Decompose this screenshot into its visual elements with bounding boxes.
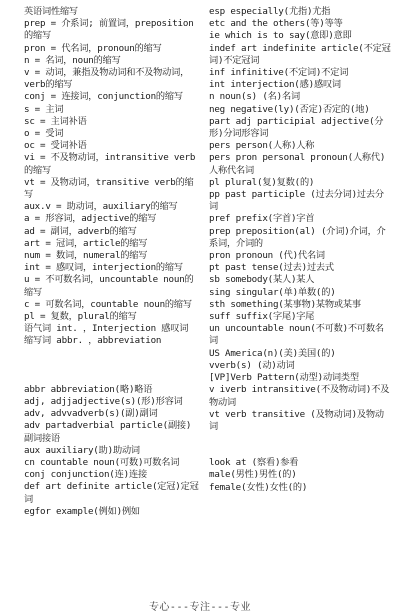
abbreviation-entry: neg negative(ly)(否定)否定的(地) [209,103,370,115]
abbreviation-entry: def art definite article(定冠)定冠词 [24,481,199,505]
abbreviation-entry: US America(n)(美)美国(的) [209,347,336,359]
abbreviation-entry: s = 主词 [24,103,64,115]
abbreviation-entry: male(男性)男性(的) [209,469,297,481]
abbreviation-entry: [VP]Verb Pattern(动型)动词类型 [209,372,359,384]
abbreviation-entry: adv partadverbial particle(副接)副词接语 [24,420,192,444]
abbreviation-entry: art = 冠词，article的缩写 [24,237,148,249]
abbreviation-entry: oc = 受词补语 [24,140,87,152]
abbreviation-entry: aux.v = 助动词，auxiliary的缩写 [24,201,178,213]
right-column-top [209,6,392,433]
abbreviation-entry: v = 动词，兼指及物动词和不及物动词，verb的缩写 [24,67,190,91]
abbreviation-entry: n = 名词，noun的缩写 [24,54,121,66]
abbreviation-entry: pp past participle (过去分词)过去分词 [209,189,384,213]
abbreviation-entry: u = 不可数名词，uncountable noun的缩写 [24,274,194,298]
abbreviation-entry: 英语词性缩写 [24,6,78,17]
abbreviation-entry: conj conjunction(连)连接 [24,469,147,481]
abbreviation-entry: c = 可数名词，countable noun的缩写 [24,298,192,310]
abbreviation-entry: indef art indefinite article(不定冠词)不定冠词 [209,42,391,66]
abbreviation-entry: v iverb intransitive(不及物动词)不及物动词 [209,384,390,408]
abbreviation-entry: part adj participial adjective(分形)分词形容词 [209,115,384,140]
abbreviation-entry: sing singular(单)单数(的) [209,286,336,298]
abbreviation-entry: conj = 连接词，conjunction的缩写 [24,91,183,103]
abbreviation-entry: adv, advvadverb(s)(副)副词 [24,408,158,420]
right-column [209,6,392,518]
abbreviation-entry: pref prefix(字首)字首 [209,213,315,225]
abbreviation-entry: abbr abbreviation(略)略语 [24,383,153,395]
left-column [24,6,199,518]
abbreviation-entry: pers person(人称)人称 [209,140,315,152]
abbreviation-entry: pers pron personal pronoun(人称代)人称代名词 [209,152,386,176]
abbreviation-entry: vt = 及物动词，transitive verb的缩写 [24,176,194,201]
abbreviation-entry: a = 形容词，adjective的缩写 [24,213,157,225]
abbreviation-entry: pron = 代名词，pronoun的缩写 [24,42,162,54]
right-column-bottom [209,457,392,494]
abbreviation-entry: etc and the others(等)等等 [209,18,343,30]
abbreviation-entry: n noun(s) (名)名词 [209,91,300,103]
abbreviation-entry: inf infinitive(不定词)不定词 [209,67,349,79]
abbreviation-entry: egfor example(例如)例如 [24,505,140,517]
page-footer: 专心---专注---专业 [148,602,252,613]
abbreviation-entry: esp especially(尤指)尤指 [209,6,331,17]
abbreviation-entry: look at (察看)参看 [209,457,299,469]
abbreviation-entry: suff suffix(字尾)字尾 [209,311,315,323]
abbreviation-entry: ad = 副词，adverb的缩写 [24,225,137,237]
left-column-top [24,6,199,348]
abbreviation-entry: vt verb transitive (及物动词)及物动词 [209,408,384,432]
abbreviation-entry: o = 受词 [24,128,64,140]
abbreviation-entry: un uncountable noun(不可数)不可数名词 [209,323,384,347]
left-column-bottom [24,384,199,518]
abbreviation-entry: pl = 复数，plural的缩写 [24,311,137,323]
section-gap [209,433,392,457]
abbreviation-entry: adj, adjjadjective(s)(形)形容词 [24,395,183,407]
abbreviation-entry: sb somebody(某人)某人 [209,274,315,286]
abbreviation-entry: int = 感叹词，interjection的缩写 [24,262,183,274]
abbreviation-entry: pl plural(复)复数(的) [209,176,315,188]
abbreviation-entry: cn countable noun(可数)可数名词 [24,456,180,468]
abbreviation-entry: 语气词 int. ，Interjection 感叹词 [24,323,189,335]
two-column-layout [24,6,394,518]
abbreviation-entry: female(女性)女性(的) [209,481,308,493]
abbreviation-entry: sth something(某事物)某物或某事 [209,298,361,310]
abbreviation-entry: prep preposition(al) (介词)介词，介系词，介词的 [209,225,386,249]
abbreviation-entry: pron pronoun (代)代名词 [209,250,325,262]
section-gap [24,348,199,384]
abbreviation-entry: 缩写词 abbr. ，abbreviation [24,335,162,347]
abbreviation-entry: aux auxiliary(助)助动词 [24,444,140,456]
abbreviation-entry: int interjection(感)感叹词 [209,79,341,91]
abbreviation-entry: vi = 不及物动词，intransitive verb的缩写 [24,152,196,176]
abbreviation-entry: vverb(s) (动)动词 [209,359,295,371]
abbreviation-entry: pt past tense(过去)过去式 [209,262,334,274]
abbreviation-entry: ie which is to say(意即)意即 [209,30,352,42]
abbreviation-entry: sc = 主词补语 [24,115,87,127]
abbreviation-entry: prep = 介系词; 前置词，preposition的缩写 [24,18,194,42]
abbreviation-entry: num = 数词，numeral的缩写 [24,250,148,262]
